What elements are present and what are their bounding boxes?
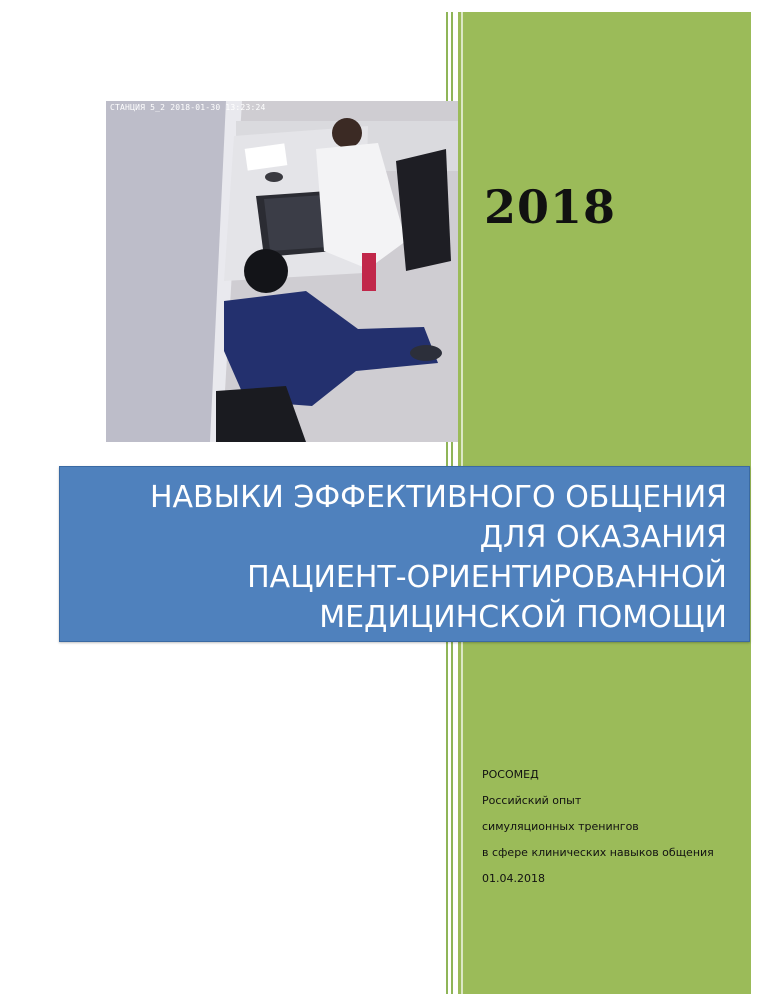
consultation-photo-illustration	[106, 101, 458, 442]
organization-name: РОСОМЕД	[482, 768, 539, 781]
photo-mouse	[265, 172, 283, 182]
photo-wall	[106, 101, 231, 442]
photo-patient-shoes	[410, 345, 442, 361]
cover-info-block	[482, 768, 714, 898]
cover-title-box	[59, 466, 750, 642]
photo-doctor-head	[332, 118, 362, 148]
cover-photo	[106, 101, 458, 442]
subtitle-line: в сфере клинических навыков общения	[482, 846, 714, 859]
photo-patient-head	[244, 249, 288, 293]
publication-date: 01.04.2018	[482, 872, 545, 885]
cover-title-line: НАВЫКИ ЭФФЕКТИВНОГО ОБЩЕНИЯ	[149, 480, 727, 515]
photo-laptop-screen	[264, 195, 328, 251]
camera-timestamp: СТАНЦИЯ 5_2 2018-01-30 13:23:24	[110, 103, 266, 112]
subtitle-line: симуляционных тренингов	[482, 820, 639, 833]
cover-title-line: ПАЦИЕНТ-ОРИЕНТИРОВАННОЙ	[247, 560, 727, 595]
cover-year: 2018	[484, 180, 617, 234]
photo-doctor-legs	[362, 253, 376, 291]
cover-title-line: ДЛЯ ОКАЗАНИЯ	[479, 520, 727, 555]
subtitle-line: Российский опыт	[482, 794, 582, 807]
cover-title-line: МЕДИЦИНСКОЙ ПОМОЩИ	[319, 600, 727, 635]
